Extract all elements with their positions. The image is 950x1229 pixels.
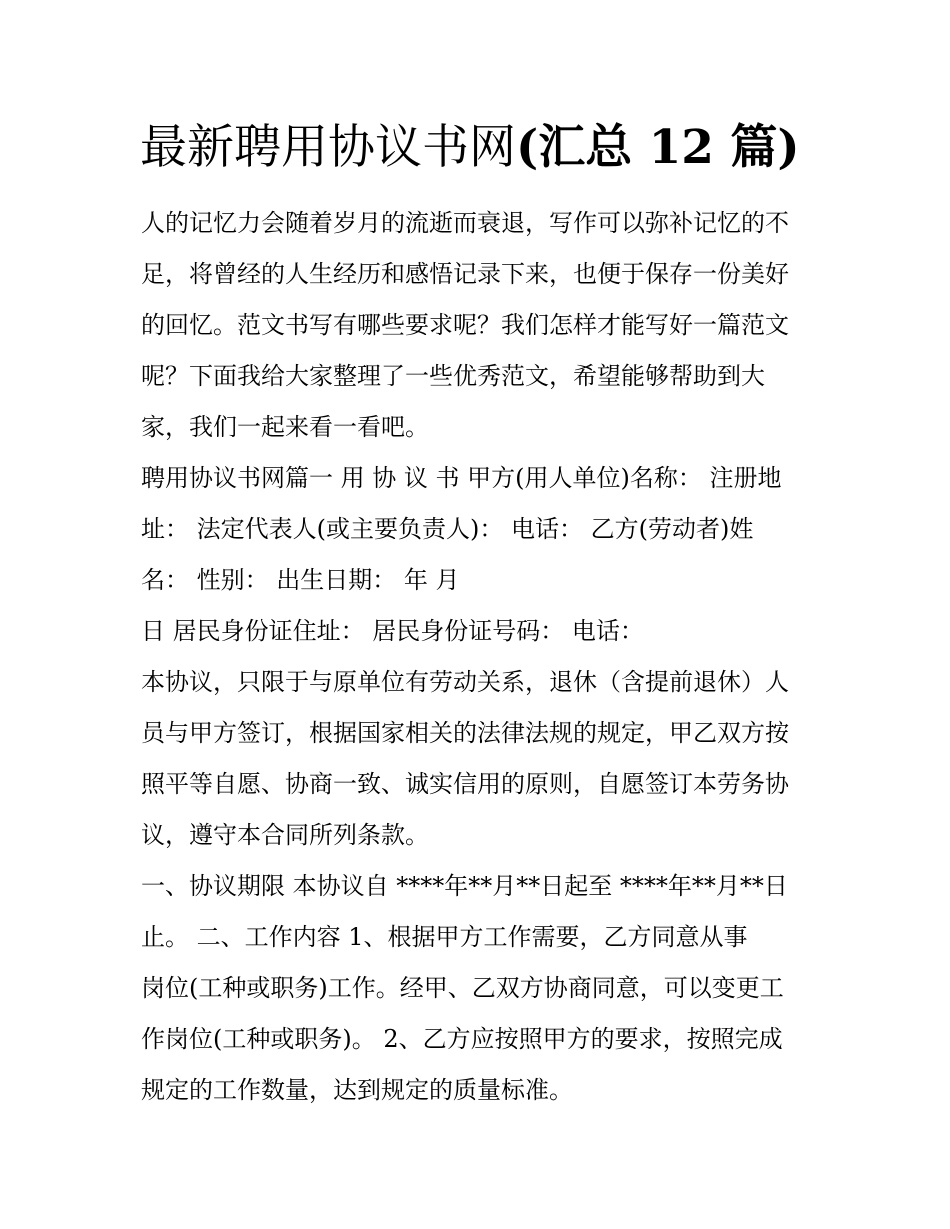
paragraph-line: 人的记忆力会随着岁月的流逝而衰退，写作可以弥补记忆的不 — [141, 209, 789, 237]
paragraph-line: 一、协议期限 本协议自 ****年**月**日起至 ****年**月**日 — [141, 872, 788, 900]
paragraph-line: 址： 法定代表人(或主要负责人)： 电话： 乙方(劳动者)姓 — [141, 515, 754, 543]
paragraph-line: 家，我们一起来看一看吧。 — [141, 413, 429, 441]
paragraph-line: 止。 二、工作内容 1、根据甲方工作需要，乙方同意从事 — [141, 923, 748, 951]
paragraph-line: 足，将曾经的人生经历和感悟记录下来，也便于保存一份美好 — [141, 260, 789, 288]
paragraph-line: 作岗位(工种或职务)。 2、乙方应按照甲方的要求，按照完成 — [141, 1025, 783, 1053]
paragraph-line: 照平等自愿、协商一致、诚实信用的原则，自愿签订本劳务协 — [141, 770, 789, 798]
paragraph-line: 本协议，只限于与原单位有劳动关系，退休（含提前退休）人 — [141, 668, 789, 696]
paragraph-line: 日 居民身份证住址： 居民身份证号码： 电话： — [141, 617, 644, 645]
paragraph-line: 员与甲方签订，根据国家相关的法律法规的规定，甲乙双方按 — [141, 719, 789, 747]
paragraph-line: 聘用协议书网篇一 用 协 议 书 甲方(用人单位)名称： 注册地 — [141, 464, 782, 492]
paragraph-line: 岗位(工种或职务)工作。经甲、乙双方协商同意，可以变更工 — [141, 974, 784, 1002]
title-main: 最新聘用协议书网 — [140, 120, 516, 175]
paragraph-line: 规定的工作数量，达到规定的质量标准。 — [141, 1076, 573, 1104]
document-title — [140, 118, 840, 178]
title-count: (汇总 12 篇) — [516, 120, 800, 175]
paragraph-line: 名： 性别： 出生日期： 年 月 — [141, 566, 460, 594]
paragraph-line: 议，遵守本合同所列条款。 — [141, 821, 429, 849]
paragraph-line: 呢？下面我给大家整理了一些优秀范文，希望能够帮助到大 — [141, 362, 765, 390]
paragraph-line: 的回忆。范文书写有哪些要求呢？我们怎样才能写好一篇范文 — [141, 311, 789, 339]
